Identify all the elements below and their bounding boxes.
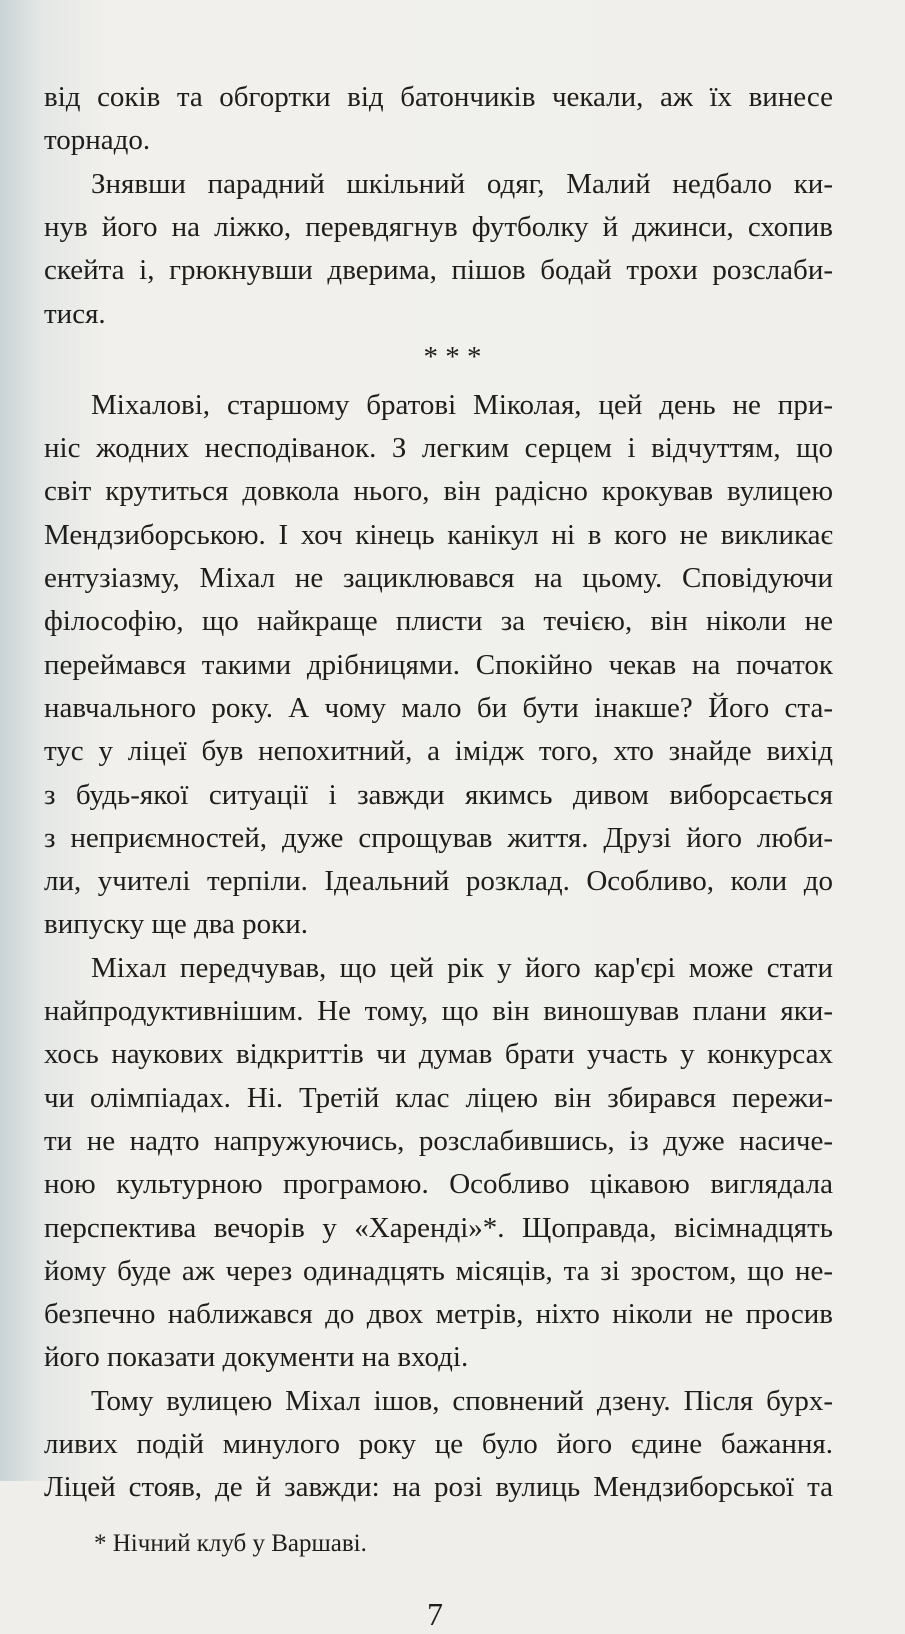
text-line: ливих подій минулого року це було його єдине бажання. bbox=[44, 1428, 833, 1460]
text-line: світ крутиться довкола нього, він радісно крокував вулицею bbox=[44, 475, 833, 508]
text-line: Міхал передчував, що цей рік у його кар'єрі може стати bbox=[91, 951, 833, 984]
text-line: йому буде аж через одинадцять місяців, та зі зростом, що не- bbox=[44, 1254, 833, 1287]
text-line: чи олімпіадах. Ні. Третій клас ліцею він збирався пережи- bbox=[44, 1081, 833, 1114]
text-line: ли, учителі терпіли. Ідеальний розклад. Особливо, коли до bbox=[44, 865, 833, 898]
text-line: ти не надто напружуючись, розслабившись, із дуже насиче- bbox=[44, 1124, 833, 1157]
text-line: переймався такими дрібницями. Спокійно чекав на початок bbox=[44, 648, 833, 681]
text-line: Мендзиборською. І хоч кінець канікул ні в кого не викликає bbox=[44, 518, 833, 551]
text-line: Знявши парадний шкільний одяг, Малий недбало ки- bbox=[91, 167, 833, 200]
text-line: його показати документи на вході. bbox=[44, 1341, 469, 1374]
section-separator: * * * bbox=[423, 340, 482, 373]
text-line: тися. bbox=[44, 297, 106, 330]
text-line: випуску ще два роки. bbox=[44, 908, 309, 941]
text-line: ніс жодних несподіванок. З легким серцем і відчуттям, що bbox=[44, 432, 833, 465]
text-line: хось наукових відкриттів чи думав брати участь у конкурсах bbox=[44, 1038, 833, 1071]
text-line: Міхалові, старшому братові Міколая, цей день не при- bbox=[91, 388, 833, 421]
text-line: Тому вулицею Міхал ішов, сповнений дзену. Після бурх- bbox=[91, 1384, 833, 1417]
text-line: безпечно наближався до двох метрів, ніхто ніколи не просив bbox=[44, 1298, 833, 1331]
text-line: Ліцей стояв, де й завжди: на розі вулиць Мендзиборської та bbox=[44, 1471, 833, 1504]
text-line: філософію, що найкраще плисти за течією, він ніколи не bbox=[44, 605, 833, 638]
page-number: 7 bbox=[427, 1596, 443, 1633]
text-line: тус у ліцеї був непохитний, а імідж того, хто знайде вихід bbox=[44, 735, 833, 768]
text-line: торнадо. bbox=[44, 124, 151, 157]
text-line: найпродуктивнішим. Не тому, що він виношував плани яки- bbox=[44, 995, 833, 1027]
text-line: ною культурною програмою. Особливо цікавою виглядала bbox=[44, 1168, 833, 1201]
text-line: навчального року. А чому мало би бути інакше? Його ста- bbox=[44, 691, 833, 724]
text-line: з неприємностей, дуже спрощував життя. Друзі його люби- bbox=[44, 821, 833, 854]
text-line: нув його на ліжко, перевдягнув футболку й джинси, схопив bbox=[44, 210, 833, 243]
text-line: перспектива вечорів у «Харенді»*. Щоправда, вісімнадцять bbox=[44, 1211, 833, 1244]
text-line: з будь-якої ситуації і завжди якимсь дивом виборсається bbox=[44, 778, 833, 811]
text-line: скейта і, грюкнувши дверима, пішов бодай трохи розслаби- bbox=[44, 254, 833, 287]
footnote: * Нічний клуб у Варшаві. bbox=[94, 1530, 367, 1558]
text-line: від соків та обгортки від батончиків чекали, аж їх винесе bbox=[44, 81, 833, 113]
text-line: ентузіазму, Міхал не зациклювався на цьому. Сповідуючи bbox=[44, 562, 833, 594]
